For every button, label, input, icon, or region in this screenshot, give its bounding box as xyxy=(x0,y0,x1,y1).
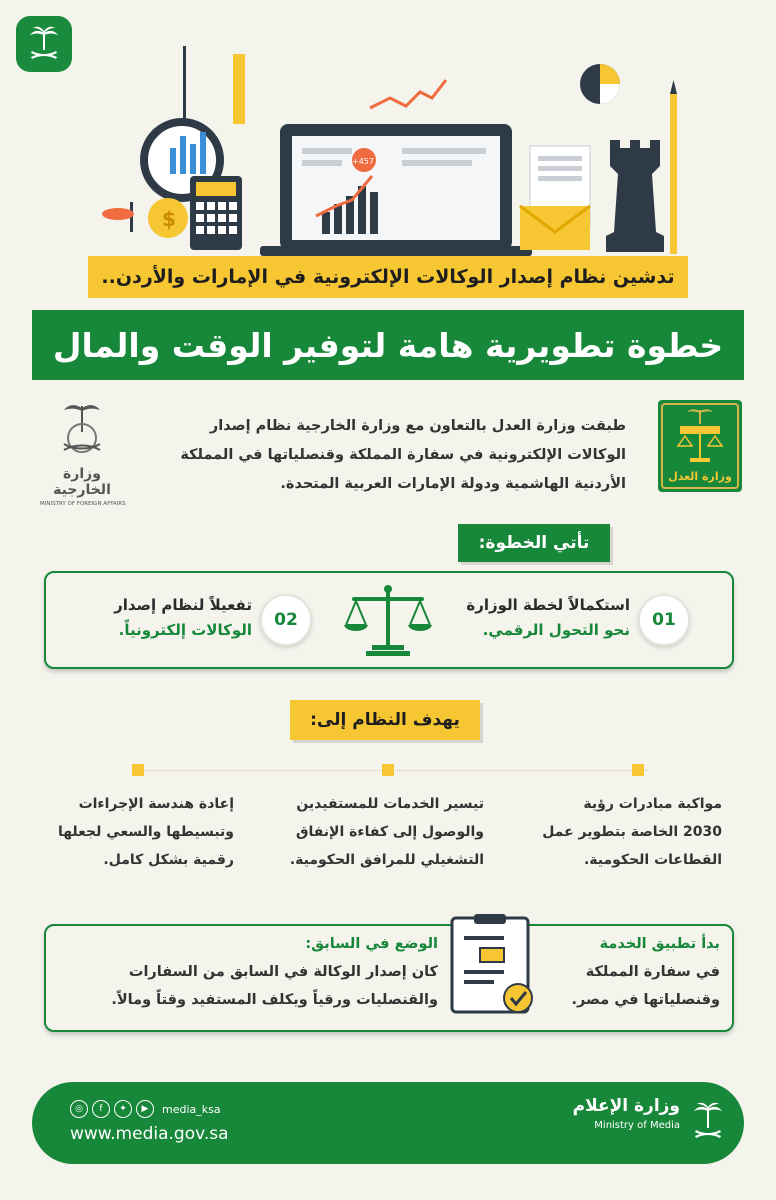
goal-marker xyxy=(132,764,144,776)
social-handle[interactable]: media_ksa xyxy=(162,1102,221,1116)
goal-marker xyxy=(632,764,644,776)
goal-item xyxy=(276,790,484,874)
clipboard-check-icon xyxy=(446,914,542,1018)
step-item xyxy=(426,593,630,643)
goal-line: رقمية بشكل كامل. xyxy=(103,852,234,868)
service-start-block xyxy=(542,930,720,1014)
moj-logo xyxy=(658,400,742,492)
ministry-name-arabic: وزارة الإعلام xyxy=(572,1096,680,1116)
step-line-highlight: الوكالات إلكترونياً. xyxy=(118,621,252,639)
step-line: استكمالاً لخطة الوزارة xyxy=(466,596,630,614)
yellow-bar-shape xyxy=(233,54,245,124)
step-number-badge: 01 xyxy=(638,594,690,646)
steps-card xyxy=(44,571,734,669)
service-start-line: في سفارة المملكة xyxy=(585,964,720,980)
headline: خطوة تطويرية هامة لتوفير الوقت والمال xyxy=(32,310,744,380)
mofa-english-name: MINISTRY OF FOREIGN AFFAIRS xyxy=(40,501,126,507)
moj-arabic-name: وزارة العدل xyxy=(668,470,732,483)
saudi-emblem-badge xyxy=(16,16,72,72)
goal-line: إعادة هندسة الإجراءات xyxy=(78,796,234,812)
intro-line: الوكالات الإلكترونية في سفارة المملكة وقنصلياتها في المملكة xyxy=(180,447,626,463)
intro-paragraph xyxy=(150,412,626,499)
goal-line: القطاعات الحكومية. xyxy=(583,852,722,868)
previous-status-line: والقنصليات ورقياً ويكلف المستفيد وقتاً ومالاً. xyxy=(111,992,438,1008)
instagram-icon[interactable]: ◎ xyxy=(70,1100,88,1118)
previous-status-line: كان إصدار الوكالة في السابق من السفارات xyxy=(128,964,438,980)
goal-line: التشغيلي للمرافق الحكومية. xyxy=(289,852,484,868)
palm-swords-icon xyxy=(24,24,64,64)
goal-line: والوصول إلى كفاءة الإنفاق xyxy=(295,824,484,840)
service-start-line: وقنصلياتها في مصر. xyxy=(571,992,720,1008)
footer xyxy=(32,1082,744,1164)
previous-status-block xyxy=(66,930,438,1014)
palm-swords-icon xyxy=(690,1100,726,1144)
ministry-name-english: Ministry of Media xyxy=(594,1120,680,1131)
finance-illustration xyxy=(90,36,690,264)
service-start-title: بدأ تطبيق الخدمة xyxy=(599,936,720,952)
goals-label: يهدف النظام إلى: xyxy=(290,700,480,740)
justice-scale-icon xyxy=(344,583,432,657)
facebook-icon[interactable]: f xyxy=(92,1100,110,1118)
chart-badge-text: +457 xyxy=(352,157,374,166)
mofa-logo xyxy=(40,400,126,507)
youtube-icon[interactable]: ▶ xyxy=(136,1100,154,1118)
ministry-of-media-logo xyxy=(570,1096,680,1131)
step-number-badge: 02 xyxy=(260,594,312,646)
goal-item xyxy=(526,790,722,874)
steps-label: تأتي الخطوة: xyxy=(458,524,610,562)
goal-line: مواكبة مبادرات رؤية xyxy=(583,796,722,812)
chess-rook-icon xyxy=(606,140,664,252)
step-item xyxy=(86,593,252,643)
mofa-emblem-icon xyxy=(40,400,124,460)
intro-line: طبقت وزارة العدل بالتعاون مع وزارة الخارجية نظام إصدار xyxy=(209,418,626,434)
goal-item xyxy=(44,790,234,874)
goal-line: وتبسيطها والسعي لجعلها xyxy=(57,824,234,840)
social-icons xyxy=(70,1100,221,1118)
intro-line: الأردنية الهاشمية ودولة الإمارات العربية المتحدة. xyxy=(280,476,626,492)
service-status-card xyxy=(44,924,734,1032)
scale-pan-shape xyxy=(102,208,134,220)
mofa-arabic-name: وزارة الخارجية xyxy=(53,466,111,498)
pencil-icon xyxy=(670,94,677,254)
step-line: تفعيلاً لنظام إصدار xyxy=(114,596,252,614)
goal-marker xyxy=(382,764,394,776)
subheadline: تدشين نظام إصدار الوكالات الإلكترونية في الإمارات والأردن.. xyxy=(88,256,688,298)
step-line-highlight: نحو التحول الرقمي. xyxy=(482,621,630,639)
goal-line: تيسير الخدمات للمستفيدين xyxy=(296,796,484,812)
twitter-icon[interactable]: ✦ xyxy=(114,1100,132,1118)
svg-text:$: $ xyxy=(162,207,176,231)
goal-line: 2030 الخاصة بتطوير عمل xyxy=(542,824,722,840)
previous-status-title: الوضع في السابق: xyxy=(305,936,438,952)
website-link[interactable]: www.media.gov.sa xyxy=(70,1124,229,1144)
